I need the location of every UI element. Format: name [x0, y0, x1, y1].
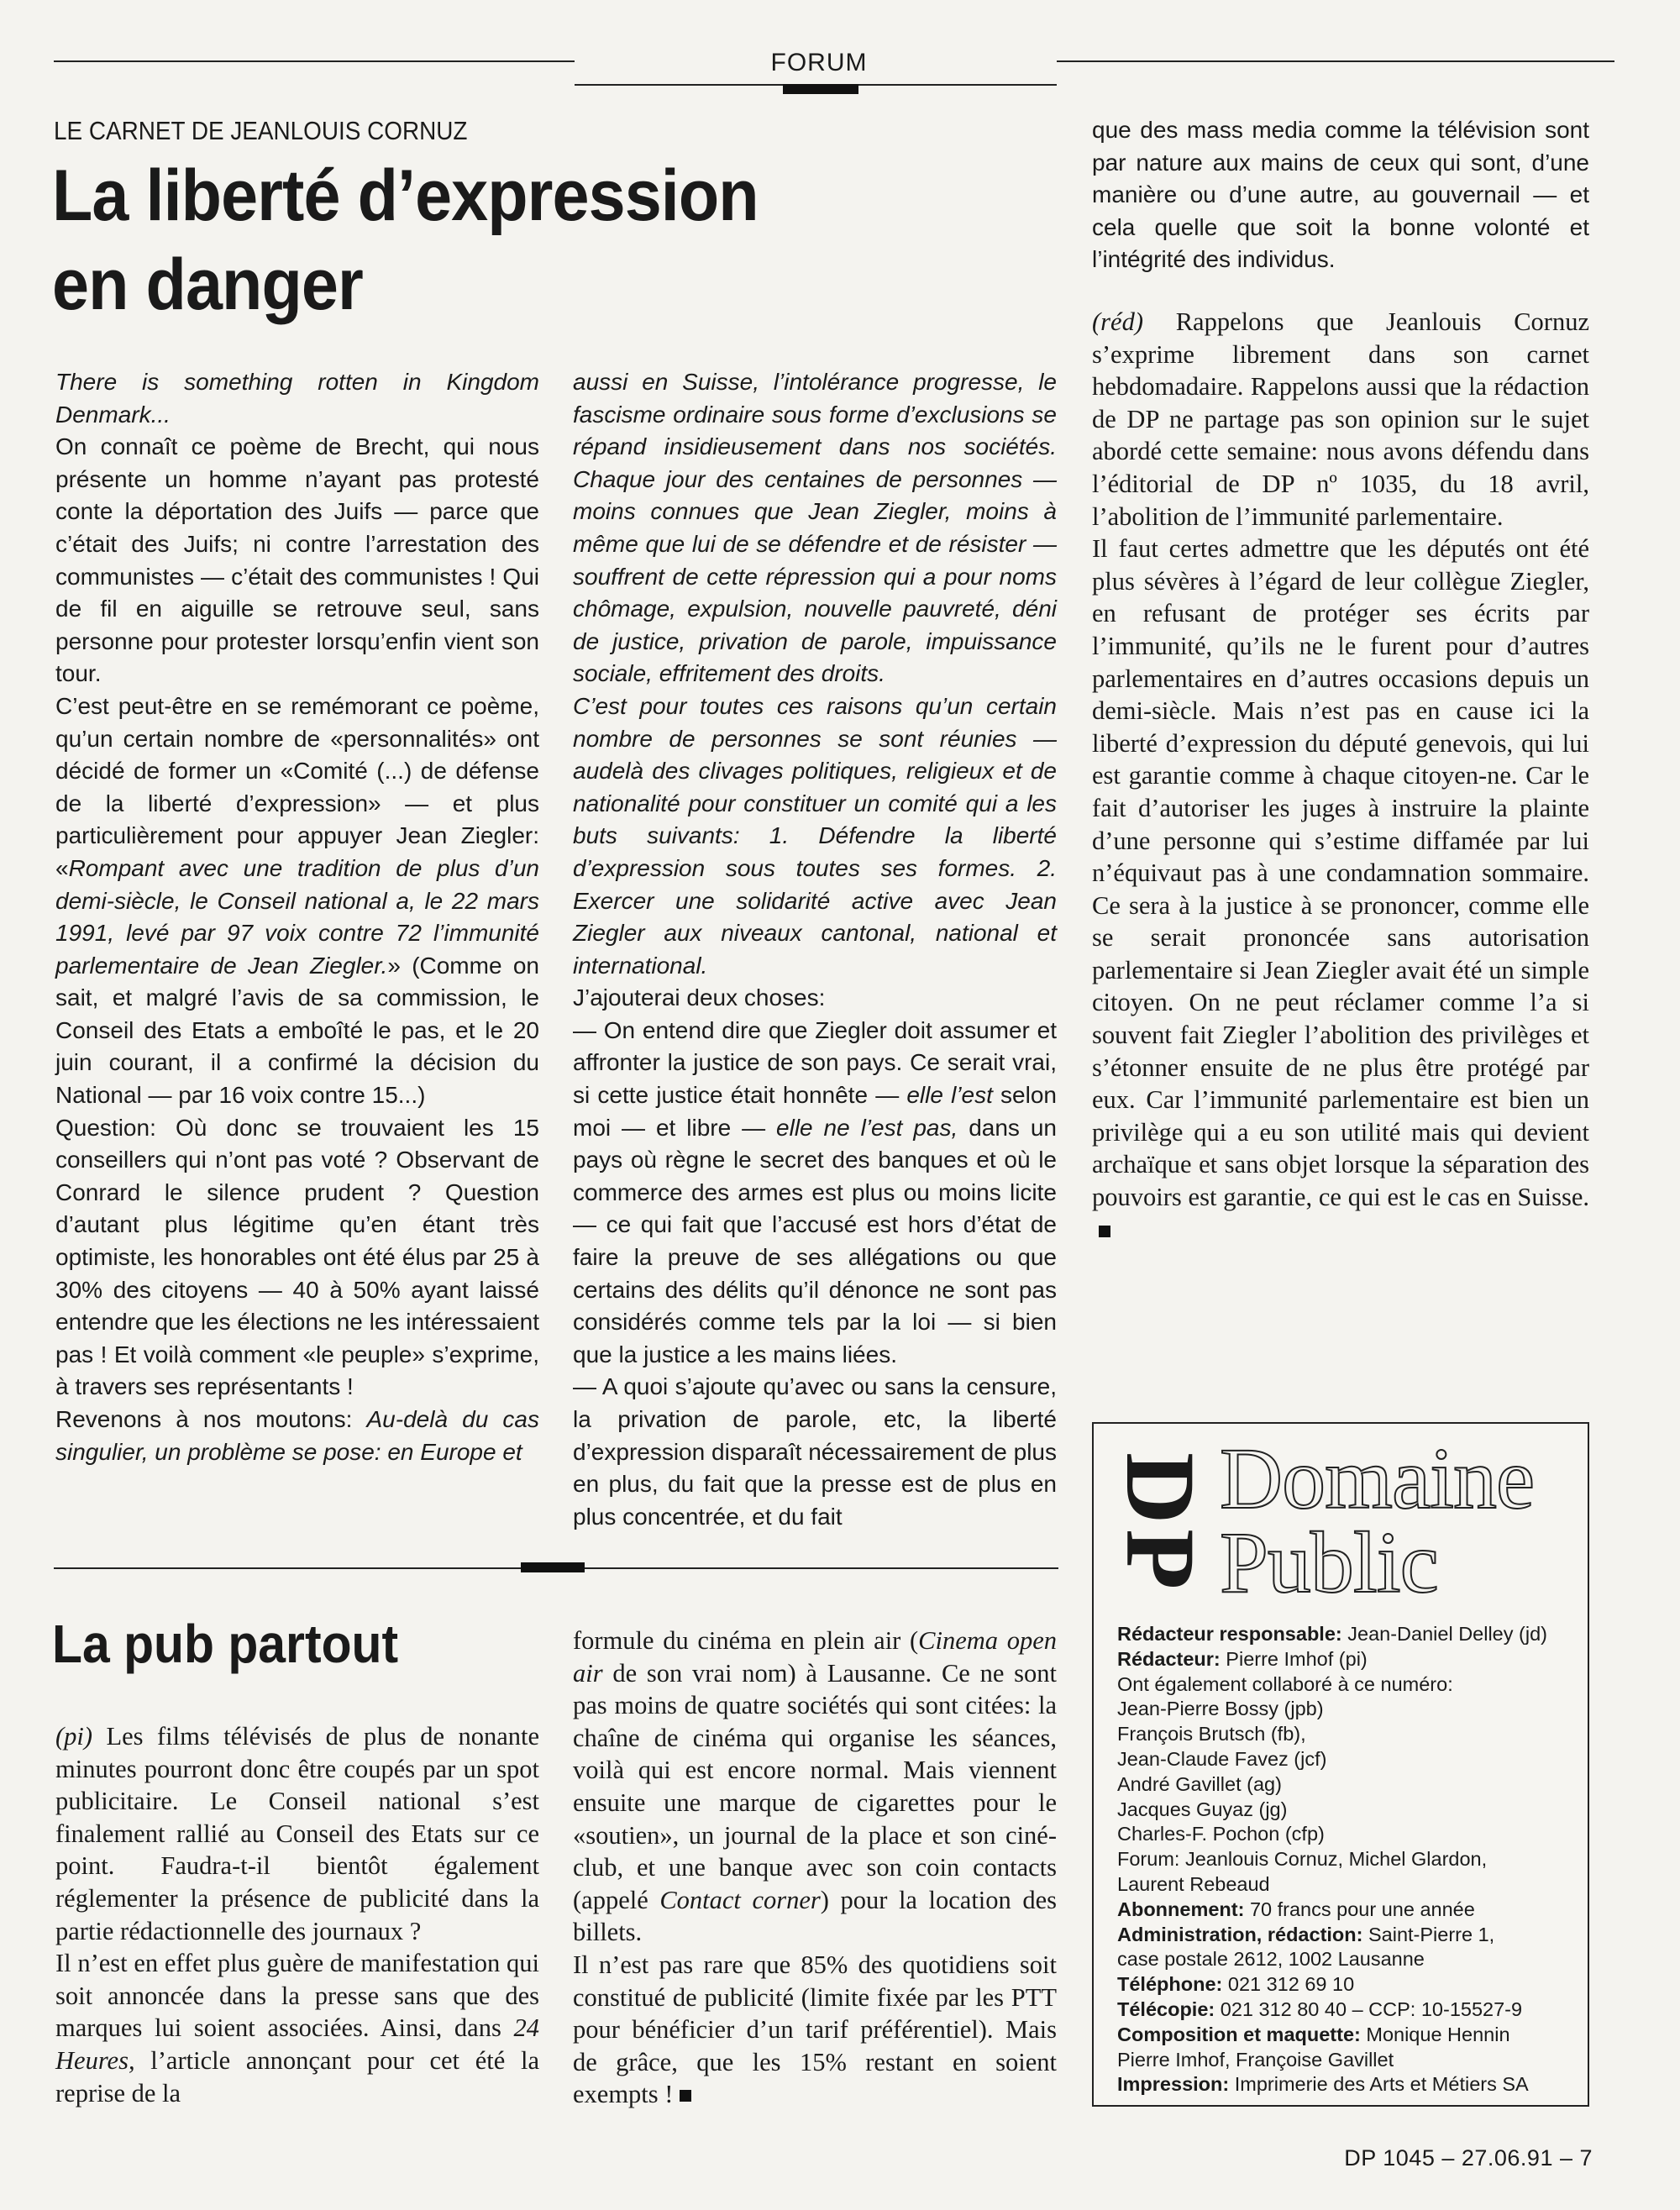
paragraph-italic: 24 Heures, [55, 2013, 539, 2075]
masthead-info [1117, 1622, 1588, 2097]
paragraph-text: On connaît ce poème de Brecht, qui nous présente un homme n’ayant pas protesté conte la déportation des Juifs — parce que c’était des Juifs; ni contre l’arrestation des communistes — c’était des communistes ! Qui de fil en aiguille se retrouve seul, sans personne pour protester lorsqu’enfin vient son tour. [55, 433, 539, 687]
editor-tag: (réd) [1092, 307, 1143, 336]
paragraph-text: Il n’est pas rare que 85% des quotidiens soit constitué de publicité (limite fixée par les PTT pour bénéficier d’un tarif préférentiel). Mais de grâce, que les 15% restant en soient exempts ! [573, 1950, 1057, 2109]
paragraph-text: Les films télévisés de plus de nonante minutes pourront donc être coupés par un spot publicitaire. Le Conseil national s’est finalement rallié au Conseil des Etats sur ce point. Faudra-t-il bientôt également réglementer la présence de publicité dans la partie rédactionnelle des journaux ? [55, 1722, 539, 1945]
headline-line-1: La liberté d’expression [52, 155, 759, 236]
article1-column-2 [573, 366, 1057, 1533]
paragraph-italic: Au-delà du cas singulier, un problème se pose: en Europe et [55, 1406, 539, 1465]
paragraph-italic: Cinema open air [573, 1626, 1057, 1688]
masthead-line [1117, 2023, 1588, 2048]
masthead-line-key: Rédacteur: [1117, 1647, 1221, 1670]
header-rule-right [1057, 60, 1614, 62]
header-rule-left [54, 60, 575, 62]
paragraph [573, 1625, 1057, 1949]
masthead-line [1117, 2048, 1588, 2073]
paragraph [573, 1015, 1057, 1372]
paragraph-text: de son vrai nom) à Lausanne. Ce ne sont pas moins de quatre sociétés qui sont citées: la chaîne de cinéma qui organise les séances, voilà qui est encore normal. Mais viennent ensuite une marque de cigarettes pour le «soutien», un journal de la place et son ciné-club, et une banque avec son coin contacts (appelé [573, 1658, 1057, 1914]
article1-column-1 [55, 366, 539, 1468]
paragraph-text: — On entend dire que Ziegler doit assumer et affronter la justice de son pays. Ce serait vrai, si cette justice était honnête — [573, 1016, 1057, 1109]
paragraph [573, 366, 1057, 690]
editor-note [1092, 306, 1589, 533]
masthead-line [1117, 1722, 1588, 1747]
masthead-line-key: Administration, rédaction: [1117, 1923, 1363, 1945]
paragraph-text: Revenons à nos moutons: [55, 1406, 367, 1432]
masthead-line-value: Jean-Daniel Delley (jd) [1341, 1623, 1547, 1645]
masthead-line-value: Jean-Pierre Bossy (jpb) [1117, 1698, 1324, 1720]
masthead-line-value: Saint-Pierre 1, [1362, 1923, 1495, 1945]
paragraph-italic: Rompant avec une tradition de plus d’un demi-siècle, le Conseil national a, le 22 mars 1991, levé par 97 voix contre 72 l’immunité parlementaire de Jean Ziegler. [55, 854, 539, 979]
masthead-logo-title-line-2: Public [1220, 1514, 1438, 1611]
paragraph [55, 1112, 539, 1404]
headline-line-2: en danger [52, 244, 363, 325]
masthead-line [1117, 1672, 1588, 1698]
masthead-line-value: Pierre Imhof (pi) [1220, 1647, 1368, 1670]
end-mark-icon [1099, 1226, 1110, 1237]
paragraph-text: » (Comme on sait, et malgré l’avis de sa commission, le Conseil des Etats a emboîté le pas, et le 20 juin courant, il a confirmé la décision du National — par 16 voix contre 15...) [55, 952, 539, 1109]
masthead-line-value: André Gavillet (ag) [1117, 1772, 1282, 1795]
article1-column-3-note [1092, 306, 1589, 1246]
article-headline [52, 151, 825, 329]
section-tag: FORUM [770, 49, 868, 76]
masthead-line-value: Jacques Guyaz (jg) [1117, 1798, 1288, 1820]
masthead-line [1117, 1972, 1588, 1997]
masthead-line-key: Impression: [1117, 2073, 1230, 2096]
masthead-logo-letters: DP [1105, 1452, 1215, 1595]
paragraph [55, 366, 539, 431]
article2-column-1 [55, 1720, 539, 2109]
masthead-line [1117, 1997, 1588, 2023]
paragraph-text: Il n’est en effet plus guère de manifestation qui soit annoncée dans la presse sans que des marques lui soient associées. Ainsi, dans [55, 1949, 539, 2043]
editor-note-text: Rappelons que Jeanlouis Cornuz s’exprime librement dans son carnet hebdomadaire. Rappelons aussi que la rédaction de DP ne partage pas son opinion sur le sujet abordé cette semaine: nous avons défendu dans l’éditorial de DP nº 1035, du 18 avril, l’abolition de l’immunité parlementaire. [1092, 307, 1589, 531]
masthead-logo-title-line-1: Domaine [1220, 1430, 1535, 1527]
masthead-line-key: Télécopie: [1117, 1997, 1215, 2020]
masthead-line [1117, 1947, 1588, 1972]
masthead-line-value: François Brutsch (fb), [1117, 1723, 1306, 1745]
paragraph [573, 982, 1057, 1015]
masthead-line-value: Forum: Jeanlouis Cornuz, Michel Glardon, [1117, 1848, 1488, 1871]
masthead-line-value: Imprimerie des Arts et Métiers SA [1229, 2073, 1529, 2096]
paragraph-italic: aussi en Suisse, l’intolérance progresse, le fascisme ordinaire sous forme d’exclusions se répand insidieusement dans nos sociétés. Chaque jour des centaines de personnes — moins connues que Jean Ziegler, moins à même que lui de se défendre et de résister — souffrent de cette répression qui a pour noms chômage, expulsion, nouvelle pauvreté, déni de justice, privation de parole, impuissance sociale, effritement des droits. [573, 369, 1057, 687]
paragraph-text: Il faut certes admettre que les députés ont été plus sévères à l’égard de leur collègue Ziegler, en refusant de protéger ses écrits par l’immunité, qu’ils ne le furent pour d’autres parlementaires en d’autres occasions depuis un demi-siècle. Mais n’est pas en cause ici la liberté d’expression du député genevois, qui lui est garantie comme à chaque citoyen-ne. Car le fait d’autoriser les juges à instruire la plainte d’une personne qui s’estime diffamée par lui n’équivaut pas à une condamnation sommaire. Ce sera à la justice à se prononcer, comme elle se serait prononcée sans autorisation parlementaire si Jean Ziegler avait été un simple citoyen. On ne peut réclamer comme l’a si souvent fait Ziegler l’abolition des privilèges et s’étonner ensuite de ne plus être protégé par eux. Car l’immunité parlementaire est bien un privilège qui a eu son utilité mais qui devient archaïque et sans objet lorsque la séparation des pouvoirs est garantie, ce qui est le cas en Suisse. [1092, 534, 1589, 1212]
masthead-line [1117, 1847, 1588, 1872]
masthead-line-value: case postale 2612, 1002 Lausanne [1117, 1948, 1425, 1971]
paragraph [573, 690, 1057, 982]
article-kicker: LE CARNET DE JEANLOUIS CORNUZ [54, 116, 468, 145]
paragraph [1092, 533, 1589, 1246]
author-tag: (pi) [55, 1722, 93, 1751]
paragraph [55, 431, 539, 690]
article1-column-3-top [1092, 114, 1589, 276]
masthead-line-value: 021 312 69 10 [1222, 1973, 1355, 1996]
paragraph-italic: Contact corner [659, 1885, 821, 1914]
paragraph-italic: There is something rotten in Kingdom Denmark... [55, 369, 539, 428]
paragraph-italic: elle l’est [906, 1082, 993, 1109]
article2-headline: La pub partout [52, 1614, 399, 1674]
masthead-line [1117, 1647, 1588, 1672]
paragraph-text: l’article annonçant pour cet été la reprise de la [55, 2045, 539, 2108]
masthead-line-value: 021 312 80 40 – CCP: 10-15527-9 [1215, 1997, 1523, 2020]
masthead-logo-title [1220, 1430, 1535, 1611]
masthead-line [1117, 1747, 1588, 1772]
masthead-line [1117, 1772, 1588, 1798]
masthead-line-key: Composition et maquette: [1117, 2023, 1361, 2045]
masthead-line-key: Abonnement: [1117, 1898, 1245, 1920]
page-folio: DP 1045 – 27.06.91 – 7 [1344, 2145, 1593, 2171]
masthead-line-value: Monique Hennin [1360, 2023, 1510, 2045]
masthead-line [1117, 1923, 1588, 1948]
masthead-line-key: Rédacteur responsable: [1117, 1623, 1342, 1645]
masthead-line [1117, 2072, 1588, 2097]
masthead-line [1117, 1697, 1588, 1722]
masthead-line-value: Pierre Imhof, Françoise Gavillet [1117, 2048, 1394, 2071]
paragraph [55, 1404, 539, 1468]
masthead-line-value: Ont également collaboré à ce numéro: [1117, 1672, 1453, 1695]
masthead-line [1117, 1822, 1588, 1847]
paragraph-text: dans un pays où règne le secret des banques et où le commerce des armes est plus ou moins licite — ce qui fait que l’accusé est hors d’état de faire la preuve de ses allégations ou que certains des délits qu’il dénonce ne sont pas considérés comme tels par la loi — si bien que la justice a les mains liées. [573, 1114, 1058, 1367]
paragraph-text: selon moi — et libre — [573, 1082, 1057, 1141]
paragraph-italic: elle ne l’est pas, [776, 1114, 958, 1141]
paragraph [55, 690, 539, 1112]
paragraph: que des mass media comme la télévision sont par nature aux mains de ceux qui sont, d’une manière ou d’une autre, au gouvernail — et cela quelle que soit la bonne volonté et l’intégrité des individus. [1092, 117, 1589, 273]
masthead-line [1117, 1898, 1588, 1923]
masthead-line-key: Téléphone: [1117, 1973, 1223, 1996]
paragraph-text: ) pour la location des billets. [573, 1885, 1057, 1947]
masthead-line [1117, 1622, 1588, 1647]
paragraph-text: formule du cinéma en plein air ( [573, 1626, 919, 1655]
masthead-line [1117, 1872, 1588, 1898]
end-mark-icon [680, 2090, 691, 2102]
masthead-box [1092, 1422, 1589, 2107]
paragraph [573, 1371, 1057, 1533]
masthead-line-value: 70 francs pour une année [1244, 1898, 1475, 1920]
article2-rule-marker [521, 1562, 585, 1572]
paragraph [55, 1947, 539, 2109]
masthead-line-value: Laurent Rebeaud [1117, 1872, 1270, 1895]
paragraph-text: C’est peut-être en se remémorant ce poème, qu’un certain nombre de «personnalités» ont décidé de former un «Comité (...) de défense de la liberté d’expression» — et plus particulièrement pour appuyer Jean Ziegler: « [55, 692, 539, 881]
paragraph-text: Question: Où donc se trouvaient les 15 conseillers qui n’ont pas voté ? Observant de Conrard le silence prudent ? Question d’autant plus légitime qu’en étant très optimiste, les honorables ont été élus par 25 à 30% des citoyens — 40 à 50% ayant laissé entendre que les élections ne les intéressaient pas ! Et voilà comment «le peuple» s’exprime, à travers ses représentants ! [55, 1114, 539, 1400]
masthead-line-value: Jean-Claude Favez (jcf) [1117, 1747, 1327, 1770]
paragraph-italic: C’est pour toutes ces raisons qu’un certain nombre de personnes se sont réunies — audelà des clivages politiques, religieux et de nationalité pour constituer un comité qui a les buts suivants: 1. Défendre la liberté d’expression sous toutes ses formes. 2. Exercer une solidarité active avec Jean Ziegler aux niveaux cantonal, national et international. [573, 692, 1057, 979]
paragraph [573, 1949, 1057, 2111]
paragraph-text: — A quoi s’ajoute qu’avec ou sans la censure, la privation de parole, etc, la liberté d’expression disparaît nécessairement de plus en plus, du fait que la presse est de plus en plus concentrée, et du fait [573, 1373, 1057, 1530]
masthead-line [1117, 1798, 1588, 1823]
header-rule-marker [783, 84, 858, 94]
article2-column-2 [573, 1625, 1057, 2111]
paragraph-text: J’ajouterai deux choses: [573, 984, 826, 1011]
masthead-line-value: Charles-F. Pochon (cfp) [1117, 1823, 1325, 1845]
paragraph [55, 1720, 539, 1947]
